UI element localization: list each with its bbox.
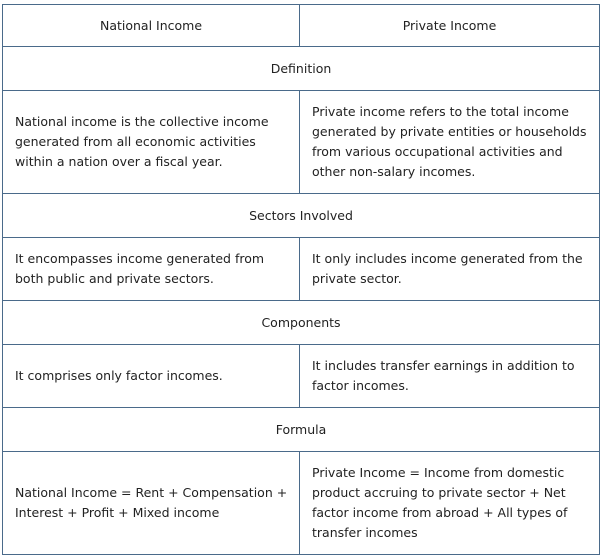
private-income-cell: It includes transfer earnings in addition to factor incomes. [300,345,600,408]
header-national-income: National Income [3,5,300,47]
national-income-cell: It comprises only factor incomes. [3,345,300,408]
table-row [3,345,600,408]
section-row-components [3,301,600,345]
section-row-definition [3,47,600,91]
header-private-income: Private Income [300,5,600,47]
table-row [3,238,600,301]
national-income-cell: National income is the collective income generated from all economic activities within a nation over a fiscal year. [3,91,300,194]
table-row [3,91,600,194]
section-row-formula [3,408,600,452]
private-income-cell: Private Income = Income from domestic product accruing to private sector + Net factor income from abroad + All types of transfer incomes [300,452,600,555]
national-income-cell: National Income = Rent + Compensation + Interest + Profit + Mixed income [3,452,300,555]
comparison-table [2,4,600,555]
national-income-cell: It encompasses income generated from both public and private sectors. [3,238,300,301]
section-title: Sectors Involved [3,194,600,238]
private-income-cell: Private income refers to the total income generated by private entities or households from various occupational activities and other non-salary incomes. [300,91,600,194]
header-row [3,5,600,47]
section-title: Definition [3,47,600,91]
section-row-sectors [3,194,600,238]
section-title: Components [3,301,600,345]
table-row [3,452,600,555]
private-income-cell: It only includes income generated from the private sector. [300,238,600,301]
section-title: Formula [3,408,600,452]
